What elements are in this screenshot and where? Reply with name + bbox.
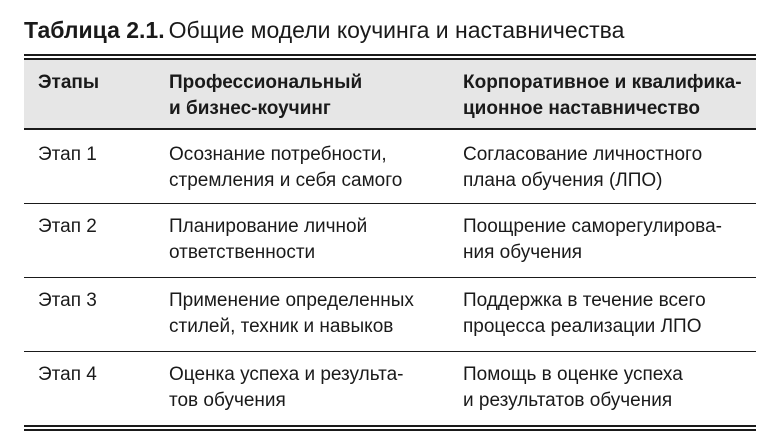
mentoring-cell: Согласование личностного плана обучения (ЛПО) xyxy=(463,144,703,191)
table-row xyxy=(24,278,756,352)
header-mentoring: Корпоративное и квалифика- ционное наставничество xyxy=(463,72,742,119)
stage-cell: Этап 4 xyxy=(38,364,97,385)
table-row xyxy=(24,204,756,278)
coaching-cell: Осознание потребности, стремления и себя самого xyxy=(169,144,403,191)
table-caption xyxy=(24,16,624,44)
coaching-cell: Оценка успеха и результа- тов обучения xyxy=(169,364,404,411)
header-coaching: Профессиональный и бизнес-коучинг xyxy=(169,72,363,119)
table-number: Таблица 2.1. xyxy=(24,17,165,43)
header-stages: Этапы xyxy=(38,72,100,93)
table-header-row xyxy=(24,60,756,130)
mentoring-cell: Поддержка в течение всего процесса реализации ЛПО xyxy=(463,290,706,337)
coaching-cell: Применение определенных стилей, техник и навыков xyxy=(169,290,414,337)
mentoring-cell: Поощрение саморегулирова- ния обучения xyxy=(463,216,722,263)
table-row xyxy=(24,352,756,425)
table-title: Общие модели коучинга и наставничества xyxy=(168,17,625,43)
stage-cell: Этап 3 xyxy=(38,290,97,311)
mentoring-cell: Помощь в оценке успеха и результатов обучения xyxy=(463,364,683,411)
stage-cell: Этап 1 xyxy=(38,144,97,165)
stage-cell: Этап 2 xyxy=(38,216,97,237)
table-bottom-rule xyxy=(24,425,756,431)
table-row xyxy=(24,130,756,204)
coaching-cell: Планирование личной ответственности xyxy=(169,216,368,263)
